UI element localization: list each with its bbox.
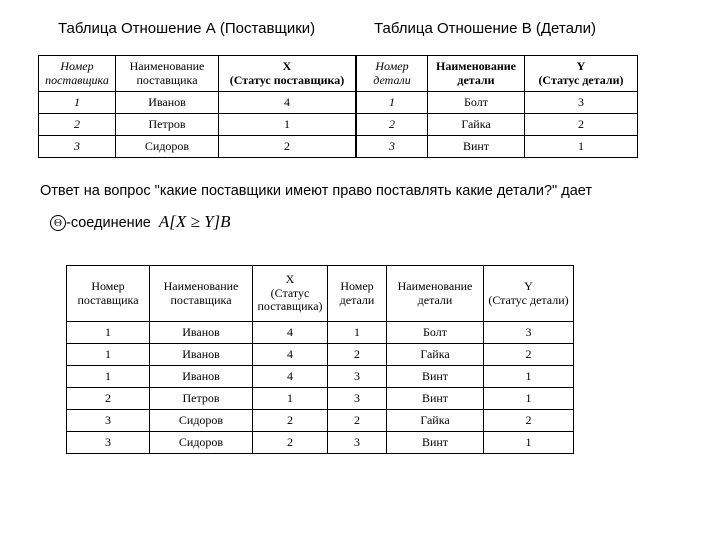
cell: 1: [357, 92, 428, 114]
cell: 4: [253, 344, 328, 366]
cell: 1: [253, 388, 328, 410]
header-supplier-name: Наименование поставщика: [116, 56, 219, 92]
cell: 1: [484, 432, 574, 454]
join-label: -соединение: [66, 215, 151, 231]
table-b: [356, 55, 638, 158]
join-description: [50, 212, 231, 232]
cell: Петров: [116, 114, 219, 136]
cell: 2: [253, 410, 328, 432]
cell: 4: [219, 92, 356, 114]
theta-symbol: Θ: [50, 215, 66, 231]
table-row: [39, 114, 356, 136]
header-x-label: X: [285, 271, 295, 286]
cell: 2: [328, 410, 387, 432]
cell: Винт: [428, 136, 525, 158]
cell: Иванов: [150, 322, 253, 344]
cell: 2: [219, 136, 356, 158]
cell: Сидоров: [116, 136, 219, 158]
header-supplier-number: Номер поставщика: [39, 56, 116, 92]
cell: Винт: [387, 388, 484, 410]
cell: Сидоров: [150, 432, 253, 454]
cell: 2: [484, 344, 574, 366]
join-formula: A[X ≥ Y]B: [158, 212, 231, 231]
title-table-a: Таблица Отношение А (Поставщики): [58, 20, 316, 37]
cell: 1: [67, 322, 150, 344]
header-x-sub: (Статус поставщика): [257, 285, 323, 314]
header-y: [484, 266, 574, 322]
table-row: [357, 114, 638, 136]
table-row: [39, 92, 356, 114]
cell: 2: [253, 432, 328, 454]
cell: 1: [39, 92, 116, 114]
header-y-sub: (Статус детали): [538, 72, 624, 87]
cell: 3: [328, 366, 387, 388]
header-x-label: X: [282, 58, 292, 73]
cell: 1: [484, 388, 574, 410]
cell: 2: [328, 344, 387, 366]
table-row: [67, 344, 574, 366]
cell: 1: [484, 366, 574, 388]
header-y-label: Y: [576, 58, 586, 73]
cell: Сидоров: [150, 410, 253, 432]
table-row: [67, 388, 574, 410]
cell: Иванов: [150, 366, 253, 388]
cell: 1: [525, 136, 638, 158]
cell: Винт: [387, 366, 484, 388]
header-x: [219, 56, 356, 92]
cell: 2: [67, 388, 150, 410]
cell: 1: [67, 366, 150, 388]
cell: 3: [357, 136, 428, 158]
cell: Гайка: [428, 114, 525, 136]
table-row: [67, 432, 574, 454]
cell: 3: [525, 92, 638, 114]
header-detail-name: Наименование детали: [428, 56, 525, 92]
header-x: [253, 266, 328, 322]
cell: 1: [67, 344, 150, 366]
table-row: [357, 136, 638, 158]
cell: 3: [328, 432, 387, 454]
header-detail-number: Номер детали: [328, 266, 387, 322]
header-detail-number: Номер детали: [357, 56, 428, 92]
cell: Болт: [387, 322, 484, 344]
cell: 3: [328, 388, 387, 410]
title-table-b: Таблица Отношение В (Детали): [374, 20, 597, 37]
header-y: [525, 56, 638, 92]
table-a: [38, 55, 356, 158]
table-row: [357, 92, 638, 114]
header-supplier-number: Номер поставщика: [67, 266, 150, 322]
table-row: [67, 366, 574, 388]
result-table: [66, 265, 574, 454]
cell: Петров: [150, 388, 253, 410]
table-row: [67, 322, 574, 344]
cell: 1: [219, 114, 356, 136]
cell: Иванов: [116, 92, 219, 114]
cell: 3: [39, 136, 116, 158]
table-row: [67, 410, 574, 432]
header-supplier-name: Наименование поставщика: [150, 266, 253, 322]
cell: Винт: [387, 432, 484, 454]
cell: Гайка: [387, 410, 484, 432]
cell: 4: [253, 322, 328, 344]
cell: 3: [484, 322, 574, 344]
cell: 3: [67, 410, 150, 432]
cell: 3: [67, 432, 150, 454]
question-text: Ответ на вопрос "какие поставщики имеют право поставлять какие детали?" дает: [40, 183, 592, 199]
cell: 4: [253, 366, 328, 388]
cell: 2: [525, 114, 638, 136]
table-row: [39, 136, 356, 158]
header-y-label: Y: [524, 278, 533, 293]
header-x-sub: (Статус поставщика): [229, 72, 345, 87]
cell: 2: [357, 114, 428, 136]
cell: Гайка: [387, 344, 484, 366]
header-detail-name: Наименование детали: [387, 266, 484, 322]
cell: Иванов: [150, 344, 253, 366]
cell: 2: [39, 114, 116, 136]
cell: 1: [328, 322, 387, 344]
cell: 2: [484, 410, 574, 432]
header-y-sub: (Статус детали): [488, 292, 569, 307]
cell: Болт: [428, 92, 525, 114]
